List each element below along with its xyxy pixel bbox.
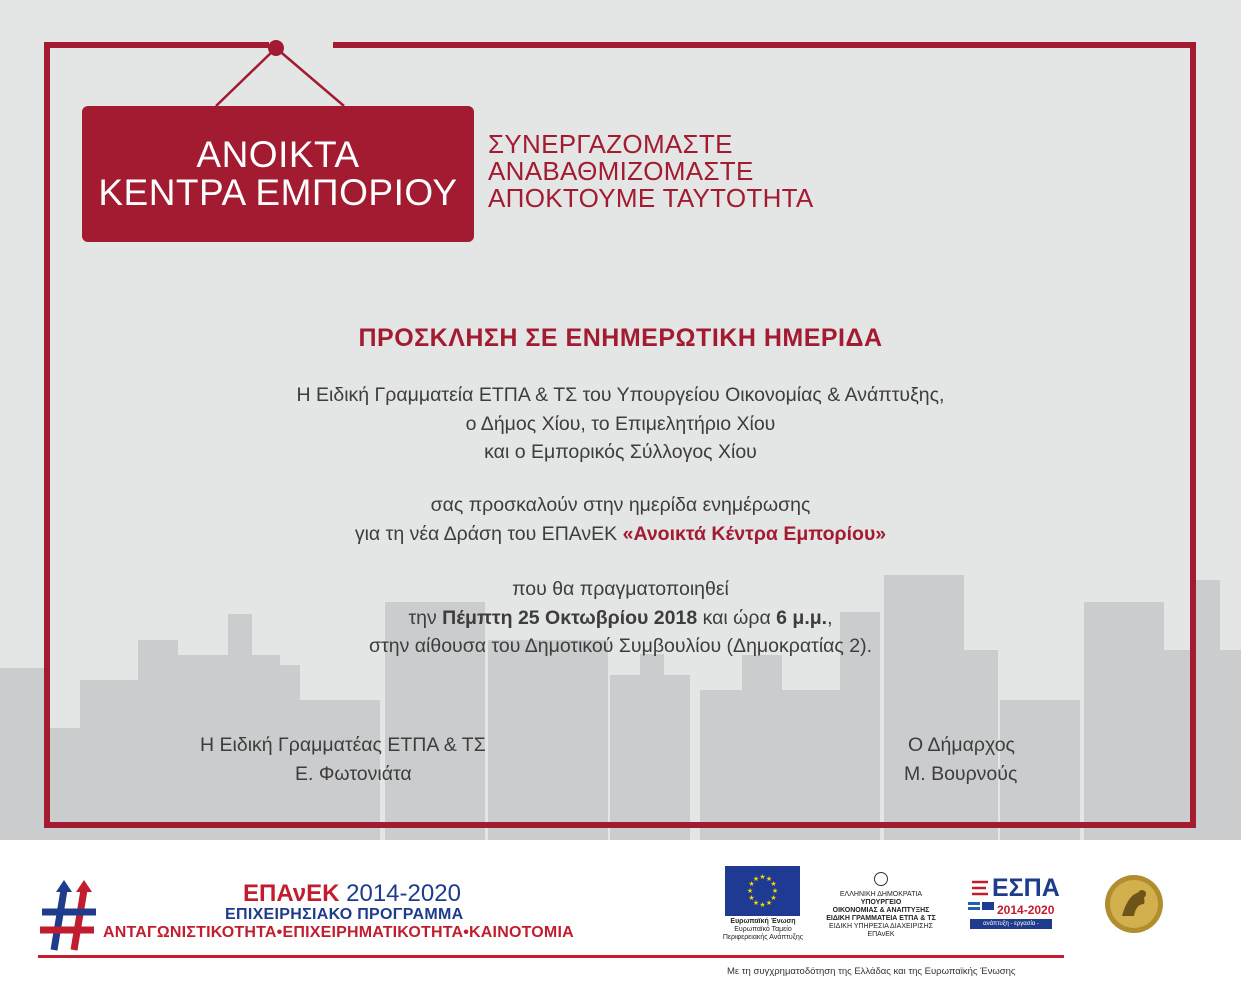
- signature-right-name: Μ. Βουρνούς: [904, 762, 1018, 785]
- tagline-line-1: ΣΥΝΕΡΓΑΖΟΜΑΣΤΕ: [488, 129, 733, 159]
- svg-text:★: ★: [771, 887, 779, 895]
- footer-divider: [38, 955, 1064, 958]
- event-line-1: που θα πραγματοποιηθεί: [512, 578, 729, 600]
- tagline: [488, 131, 814, 212]
- espa-wordmark: ΕΣΠΑ: [992, 874, 1060, 902]
- epanek-subtitle-2: ΑΝΤΑΓΩΝΙΣΤΙΚΟΤΗΤΑ•ΕΠΙΧΕΙΡΗΜΑΤΙΚΟΤΗΤΑ•ΚΑΙΝΟΤΟΜΙΑ: [103, 924, 574, 941]
- svg-text:★: ★: [759, 873, 766, 881]
- svg-text:★: ★: [752, 875, 760, 883]
- svg-text:★: ★: [770, 894, 777, 902]
- event-line-2-prefix: την: [408, 606, 443, 629]
- epanek-hashtag-logo: [36, 878, 106, 958]
- svg-text:★: ★: [748, 894, 755, 902]
- chios-coin-emblem-icon: [1104, 874, 1164, 934]
- event-line-2-mid: και ώρα: [697, 606, 777, 629]
- tagline-line-3: ΑΠΟΚΤΟΥΜΕ ΤΑΥΤΟΤΗΤΑ: [488, 183, 814, 213]
- svg-text:★: ★: [752, 899, 760, 907]
- eu-flag-icon: [725, 866, 800, 916]
- invite-line-2-prefix: για τη νέα Δράση του ΕΠΑνΕΚ: [354, 522, 623, 545]
- epanek-years: 2014-2020: [346, 880, 461, 907]
- eu-caption-2: Ευρωπαϊκό Ταμείο: [734, 926, 792, 933]
- organizers-paragraph: [0, 381, 1241, 467]
- ministry-line-3: ΟΙΚΟΝΟΜΙΑΣ & ΑΝΑΠΤΥΞΗΣ: [832, 907, 930, 914]
- event-line-2: [0, 604, 1241, 633]
- greek-emblem-icon: [874, 872, 888, 886]
- action-name-highlight: «Ανοικτά Κέντρα Εμπορίου»: [622, 522, 887, 545]
- eu-caption-3: Περιφερειακής Ανάπτυξης: [722, 934, 804, 941]
- signature-right: [904, 731, 1017, 788]
- eu-caption: [715, 918, 811, 942]
- invite-line-2: [0, 520, 1241, 549]
- signature-right-title: Ο Δήμαρχος: [908, 734, 1015, 756]
- sign-line-2: ΚΕΝΤΡΑ ΕΜΠΟΡΙΟΥ: [98, 172, 458, 213]
- svg-text:★: ★: [770, 880, 777, 888]
- epanek-subtitle-1: ΕΠΙΧΕΙΡΗΣΙΑΚΟ ΠΡΟΓΡΑΜΜΑ: [225, 906, 464, 923]
- signature-left-name: Ε. Φωτονιάτα: [295, 762, 412, 785]
- svg-text:★: ★: [748, 880, 755, 888]
- ministry-line-4: ΕΙΔΙΚΗ ΓΡΑΜΜΑΤΕΙΑ ΕΤΠΑ & ΤΣ: [826, 915, 936, 922]
- sign-hook-dot: [268, 40, 284, 56]
- event-line-2-suffix: ,: [827, 606, 833, 629]
- invite-paragraph: [0, 491, 1241, 548]
- ministry-line-2: ΥΠΟΥΡΓΕΙΟ: [860, 899, 902, 906]
- svg-text:★: ★: [746, 887, 754, 895]
- ministry-line-1: ΕΛΛΗΝΙΚΗ ΔΗΜΟΚΡΑΤΙΑ: [839, 891, 923, 898]
- invite-line-1: σας προσκαλούν στην ημερίδα ενημέρωσης: [430, 494, 811, 516]
- organizers-line-3: και ο Εμπορικός Σύλλογος Χίου: [484, 441, 757, 463]
- event-date: Πέμπτη 25 Οκτωβρίου 2018: [442, 606, 698, 629]
- frame-top-left: [44, 42, 269, 48]
- event-time: 6 μ.μ.: [776, 606, 828, 629]
- epanek-title: [243, 880, 461, 908]
- event-paragraph: [0, 575, 1241, 661]
- frame-bottom: [44, 822, 1196, 828]
- signature-left-title: Η Ειδική Γραμματέας ΕΤΠΑ & ΤΣ: [200, 734, 486, 756]
- organizers-line-1: Η Ειδική Γραμματεία ΕΤΠΑ & ΤΣ του Υπουργείου Οικονομίας & Ανάπτυξης,: [296, 384, 945, 406]
- signature-left: [200, 731, 486, 788]
- ministry-line-5: ΕΙΔΙΚΗ ΥΠΗΡΕΣΙΑ ΔΙΑΧΕΙΡΙΣΗΣ ΕΠΑνΕΚ: [829, 923, 933, 938]
- open-trade-centers-sign: [82, 106, 474, 242]
- organizers-line-2: ο Δήμος Χίου, το Επιμελητήριο Χίου: [465, 412, 776, 435]
- svg-text:★: ★: [765, 899, 773, 907]
- svg-text:★: ★: [765, 875, 773, 883]
- tagline-line-2: ΑΝΑΒΑΘΜΙΖΟΜΑΣΤΕ: [488, 156, 754, 186]
- eu-caption-1: Ευρωπαϊκή Ένωση: [730, 918, 796, 925]
- espa-years: 2014-2020: [997, 903, 1055, 917]
- frame-top-right: [333, 42, 1196, 48]
- event-venue: στην αίθουσα του Δημοτικού Συμβουλίου (Δημοκρατίας 2).: [369, 635, 872, 657]
- epanek-name: ΕΠΑνΕΚ: [243, 880, 340, 907]
- ministry-logo: [820, 891, 942, 939]
- invitation-heading: ΠΡΟΣΚΛΗΣΗ ΣΕ ΕΝΗΜΕΡΩΤΙΚΗ ΗΜΕΡΙΔΑ: [358, 324, 883, 352]
- espa-slogan: ανάπτυξη - εργασία - αλληλεγγύη: [970, 919, 1052, 929]
- sign-line-1: ΑΝΟΙΚΤΑ: [196, 134, 360, 175]
- svg-text:★: ★: [759, 901, 766, 909]
- cofinancing-note: Με τη συγχρηματοδότηση της Ελλάδας και της Ευρωπαϊκής Ένωσης: [727, 966, 1016, 977]
